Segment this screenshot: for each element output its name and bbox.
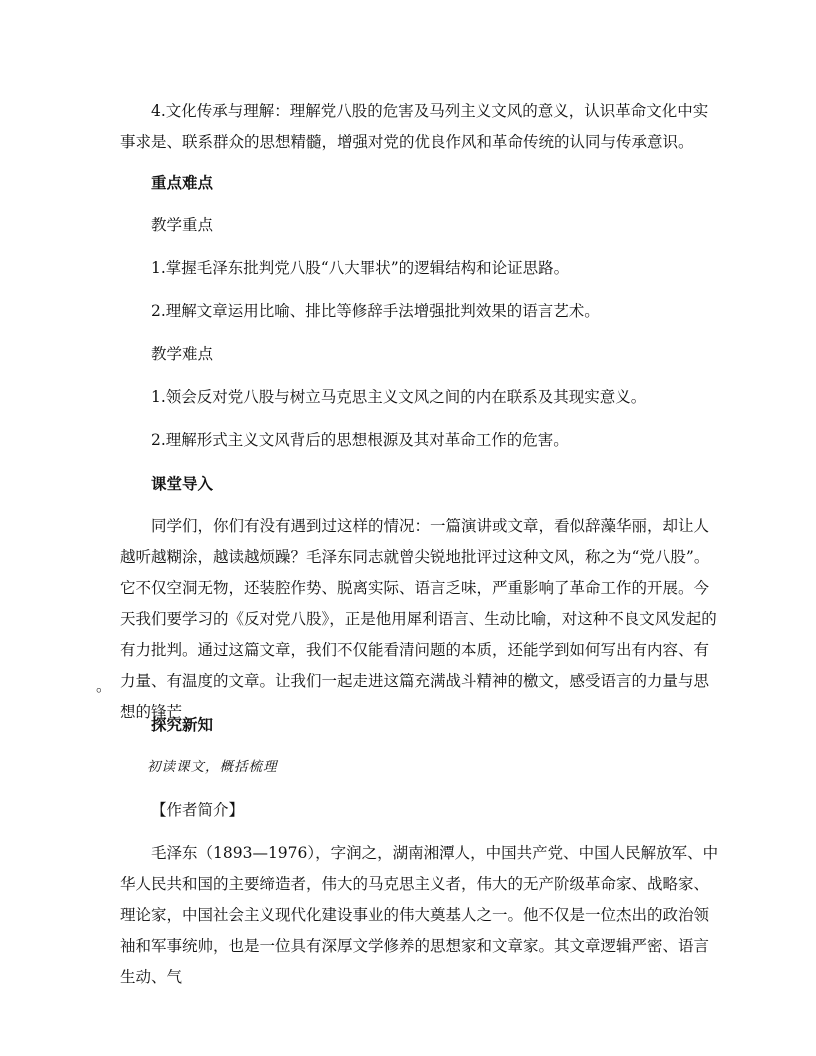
intro-heading: 课堂导入 [151, 474, 214, 493]
explore-heading: 探究新知 [151, 715, 214, 734]
key-points-heading: 教学重点 [151, 216, 214, 234]
difficult-point-item: 2.理解形式主义文风背后的思想根源及其对革命工作的危害。 [151, 431, 569, 449]
explore-subheading: 初读课文，概括梳理 [147, 759, 278, 775]
author-intro-paragraph: 毛泽东（1893—1976），字润之，湖南湘潭人，中国共产党、中国人民解放军、中华人民共和国的主要缔造者，伟大的马克思主义者，伟大的无产阶级革命家、战略家、理论家，中国社会主义现代化建设事业的伟大奠基人之一。他不仅是一位杰出的政治领袖和军事统帅，也是一位具有深厚文学修养的思想家和文章家。其文章逻辑严密、语言生动、气 [120, 844, 719, 986]
key-point-item: 1.掌握毛泽东批判党八股“八大罪状”的逻辑结构和论证思路。 [151, 259, 570, 277]
objective-4-paragraph: 4.文化传承与理解：理解党八股的危害及马列主义文风的意义，认识革命文化中实事求是、联系群众的思想精髓，增强对党的优良作风和革命传统的认同与传承意识。 [120, 102, 709, 151]
intro-paragraph: 同学们，你们有没有遇到过这样的情况：一篇演讲或文章，看似辞藻华丽，却让人越听越糊涂，越读越烦躁？毛泽东同志就曾尖锐地批评过这种文风，称之为“党八股”。它不仅空洞无物，还装腔作势、脱离实际、语言乏味，严重影响了革命工作的开展。今天我们要学习的《反对党八股》，正是他用犀利语言、生动比喻，对这种不良文风发起的有力批判。通过这篇文章，我们不仅能看清问题的本质，还能学到如何写出有内容、有力量、有温度的文章。让我们一起走进这篇充满战斗精神的檄文，感受语言的力量与思想的锋芒 [120, 517, 717, 721]
difficult-points-heading: 教学难点 [151, 345, 214, 363]
difficult-point-item: 1.领会反对党八股与树立马克思主义文风之间的内在联系及其现实意义。 [151, 388, 647, 406]
key-difficult-heading: 重点难点 [151, 173, 214, 192]
author-intro-heading: 【作者简介】 [151, 801, 245, 819]
key-point-item: 2.理解文章运用比喻、排比等修辞手法增强批判效果的语言艺术。 [151, 302, 600, 320]
intro-trailing-punctuation: 。 [96, 677, 112, 695]
